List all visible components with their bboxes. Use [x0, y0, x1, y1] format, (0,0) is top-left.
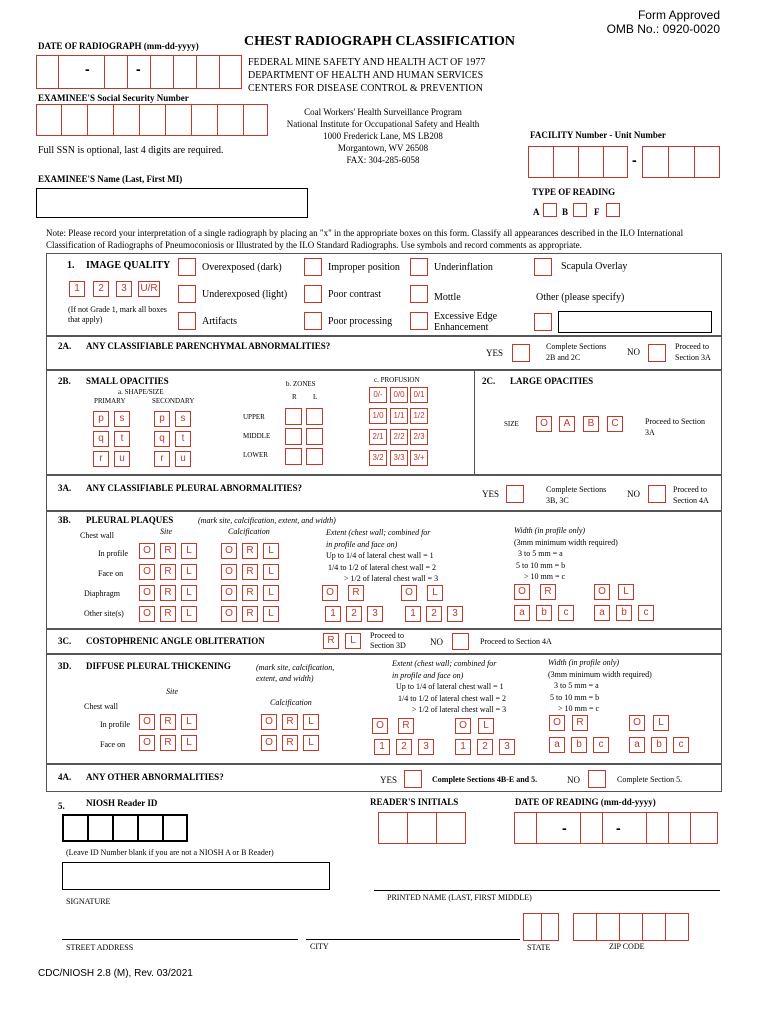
plaque-width-r-b[interactable]: b [536, 605, 552, 621]
thick-faceon-calc-o[interactable]: O [261, 735, 277, 751]
thickening-site-label: Site [166, 687, 178, 696]
section-5-num: 5. [58, 801, 65, 811]
section-4a-num: 4A. [58, 772, 72, 782]
size-a-box[interactable]: A [559, 416, 575, 432]
omb-number: OMB No.: 0920-0020 [606, 22, 720, 36]
instructions-note: Note: Please record your interpretation of a single radiograph by placing an "x" in the appropriate boxes on this form. Classify all appearances described in the ILO International Classification of Radiographs of Pneumoconiosis or Illustrated by the ILO Standard Radiographs. Use symbols and record comments as appropriate. [46, 228, 684, 250]
plaque-faceon-site-l[interactable]: L [181, 564, 197, 580]
date-of-radiograph-label: DATE OF RADIOGRAPH (mm-dd-yyyy) [38, 41, 199, 51]
plaque-profile-calc-l[interactable]: L [263, 543, 279, 559]
type-f-label: F [594, 207, 600, 217]
profusion-0-1[interactable]: 0/1 [410, 387, 428, 403]
thick-profile-site-o[interactable]: O [139, 714, 155, 730]
section-4a-complete-5: Complete Section 5. [617, 775, 683, 784]
plaque-profile-calc-o[interactable]: O [221, 543, 237, 559]
plaque-profile-site-o[interactable]: O [139, 543, 155, 559]
scapula-overlay-checkbox[interactable] [534, 258, 552, 276]
section-2a-no-checkbox[interactable] [648, 344, 666, 362]
diffuse-thickening-title: DIFFUSE PLEURAL THICKENING [86, 661, 231, 671]
city-label: CITY [310, 942, 329, 951]
section-3a [46, 475, 722, 511]
plaque-extent-o-right[interactable]: O [322, 585, 338, 601]
address-block: Coal Workers' Health Surveillance Program National Institute for Occupational Safety and Health 1000 Frederick Lane, MS LB208 Morgantown, WV 26508 FAX: 304-285-6058 [286, 107, 480, 165]
in-profile-label: In profile [98, 549, 128, 558]
thick-faceon-site-r[interactable]: R [160, 735, 176, 751]
primary-u-box[interactable]: u [114, 451, 130, 467]
secondary-t-box[interactable]: t [175, 431, 191, 447]
zone-lower-r-checkbox[interactable] [285, 448, 302, 465]
thick-width-r-b[interactable]: b [571, 737, 587, 753]
zip-code-label: ZIP CODE [609, 942, 645, 951]
plaque-extent-l-3[interactable]: 3 [447, 606, 463, 622]
artifacts-label: Artifacts [202, 316, 237, 327]
plaque-width-l[interactable]: L [618, 584, 634, 600]
other-checkbox[interactable] [534, 313, 552, 331]
site-label: Site [160, 527, 172, 536]
type-of-reading-label: TYPE OF READING [532, 187, 616, 197]
thick-extent-l-1[interactable]: 1 [455, 739, 471, 755]
zone-middle-label: MIDDLE [243, 432, 271, 440]
signature-label: SIGNATURE [66, 897, 111, 906]
profusion-1-1[interactable]: 1/1 [390, 408, 408, 424]
thick-profile-calc-r[interactable]: R [282, 714, 298, 730]
edge-enhancement-label: Excessive Edge Enhancement [434, 311, 498, 333]
reader-initials-label: READER'S INITIALS [370, 797, 459, 807]
facility-label: FACILITY Number - Unit Number [530, 130, 666, 140]
ssn-note: Full SSN is optional, last 4 digits are required. [38, 145, 224, 156]
zone-l-label: L [313, 393, 318, 401]
thick-width-r-c[interactable]: c [593, 737, 609, 753]
poor-processing-label: Poor processing [328, 316, 393, 327]
section-2a-title: ANY CLASSIFIABLE PARENCHYMAL ABNORMALITIES? [86, 341, 331, 351]
thick-extent-l-3[interactable]: 3 [499, 739, 515, 755]
plaque-other-site-o[interactable]: O [139, 606, 155, 622]
primary-r-box[interactable]: r [93, 451, 109, 467]
underexposed-label: Underexposed (light) [202, 289, 288, 300]
thick-extent-l-2[interactable]: 2 [477, 739, 493, 755]
section-2a-num: 2A. [58, 341, 72, 351]
plaque-faceon-calc-o[interactable]: O [221, 564, 237, 580]
reader-initials-field[interactable] [378, 812, 466, 844]
primary-label: PRIMARY [94, 397, 126, 405]
section-3a-yes-label: YES [482, 489, 500, 499]
plaque-width-r[interactable]: R [540, 584, 556, 600]
plaque-faceon-site-r[interactable]: R [160, 564, 176, 580]
type-a-checkbox[interactable] [543, 203, 557, 217]
grade-note: (If not Grade 1, mark all boxes that apply) [68, 305, 167, 324]
plaque-extent-l-2[interactable]: 2 [426, 606, 442, 622]
thick-extent-r-3[interactable]: 3 [418, 739, 434, 755]
thickening-chest-wall-label: Chest wall [84, 702, 118, 711]
zone-middle-r-checkbox[interactable] [285, 428, 302, 445]
other-specify-input[interactable] [558, 311, 712, 333]
section-4a-complete: Complete Sections 4B-E and 5. [432, 775, 538, 784]
secondary-p-box[interactable]: p [154, 411, 170, 427]
examinee-name-label: EXAMINEE'S Name (Last, First MI) [38, 174, 183, 184]
ssn-field[interactable] [36, 104, 268, 136]
thick-extent-r[interactable]: R [398, 718, 414, 734]
zone-lower-label: LOWER [243, 451, 268, 459]
section-2a-yes-label: YES [486, 348, 504, 358]
section-3c-no-checkbox[interactable] [452, 633, 469, 650]
edge-enhancement-checkbox[interactable] [410, 312, 428, 330]
plaque-profile-site-l[interactable]: L [181, 543, 197, 559]
plaque-extent-legend: Extent (chest wall; combined for in profile and face on) Up to 1/4 of lateral chest wall = 1 1/4 to 1/2 of lateral chest wall = 2 > 1/2 of lateral chest wall = 3 [326, 528, 439, 583]
grade-2-box[interactable]: 2 [93, 281, 109, 297]
plaque-width-l-c[interactable]: c [638, 605, 654, 621]
plaque-diaphragm-calc-r[interactable]: R [242, 585, 258, 601]
section-3d-num: 3D. [58, 661, 72, 671]
section-3a-num: 3A. [58, 483, 72, 493]
section-4a-yes-checkbox[interactable] [404, 770, 422, 788]
size-b-box[interactable]: B [583, 416, 599, 432]
pleural-plaques-title: PLEURAL PLAQUES [86, 515, 174, 525]
artifacts-checkbox[interactable] [178, 312, 196, 330]
type-a-label: A [533, 207, 540, 217]
plaque-diaphragm-calc-l[interactable]: L [263, 585, 279, 601]
small-opacities-title: SMALL OPACITIES [86, 376, 169, 386]
profusion-1-0[interactable]: 1/0 [369, 408, 387, 424]
section-2a-complete: Complete Sections 2B and 2C [546, 342, 607, 362]
improper-position-label: Improper position [328, 262, 400, 273]
plaque-faceon-calc-r[interactable]: R [242, 564, 258, 580]
costophrenic-title: COSTOPHRENIC ANGLE OBLITERATION [86, 636, 265, 646]
thick-extent-r-2[interactable]: 2 [396, 739, 412, 755]
profusion-2-1[interactable]: 2/1 [369, 429, 387, 445]
zones-label: b. ZONES [286, 380, 316, 388]
secondary-r-box[interactable]: r [154, 451, 170, 467]
thick-width-l-a[interactable]: a [629, 737, 645, 753]
thick-width-l-b[interactable]: b [651, 737, 667, 753]
face-on-label: Face on [98, 569, 124, 578]
profusion-0-minus[interactable]: 0/- [369, 387, 387, 403]
plaque-extent-o-left[interactable]: O [401, 585, 417, 601]
plaque-extent-l[interactable]: L [427, 585, 443, 601]
grade-1-box[interactable]: 1 [69, 281, 85, 297]
section-2b-num: 2B. [58, 376, 71, 386]
primary-p-box[interactable]: p [93, 411, 109, 427]
section-3c-num: 3C. [58, 636, 72, 646]
thick-profile-site-l[interactable]: L [181, 714, 197, 730]
thick-extent-r-1[interactable]: 1 [374, 739, 390, 755]
section-2c-proceed: Proceed to Section 3A [645, 417, 705, 437]
plaque-faceon-site-o[interactable]: O [139, 564, 155, 580]
section-2c-num: 2C. [482, 376, 496, 386]
plaque-diaphragm-site-r[interactable]: R [160, 585, 176, 601]
section-3a-complete: Complete Sections 3B, 3C [546, 485, 607, 505]
section-4a-no-checkbox[interactable] [588, 770, 606, 788]
zone-lower-l-checkbox[interactable] [306, 448, 323, 465]
profusion-0-0[interactable]: 0/0 [390, 387, 408, 403]
grade-3-box[interactable]: 3 [116, 281, 132, 297]
thick-width-l[interactable]: L [653, 715, 669, 731]
zone-middle-l-checkbox[interactable] [306, 428, 323, 445]
type-f-checkbox[interactable] [606, 203, 620, 217]
chest-wall-label: Chest wall [80, 531, 114, 540]
thick-width-r-a[interactable]: a [549, 737, 565, 753]
thick-profile-calc-o[interactable]: O [261, 714, 277, 730]
signature-field[interactable] [62, 862, 330, 890]
section-3b-num: 3B. [58, 515, 71, 525]
plaque-extent-r-2[interactable]: 2 [346, 606, 362, 622]
thickening-face-on-label: Face on [100, 740, 126, 749]
poor-contrast-label: Poor contrast [328, 289, 382, 300]
profusion-3-plus[interactable]: 3/+ [410, 450, 428, 466]
section-2a-no-label: NO [627, 347, 640, 357]
thickening-calc-label: Calcification [270, 698, 312, 707]
primary-s-box[interactable]: s [114, 411, 130, 427]
image-quality-title: IMAGE QUALITY [86, 260, 171, 271]
profusion-label: c. PROFUSION [374, 376, 420, 384]
plaque-extent-r[interactable]: R [348, 585, 364, 601]
form-approved-label: Form Approved [637, 8, 720, 22]
plaque-faceon-calc-l[interactable]: L [263, 564, 279, 580]
zone-r-label: R [292, 393, 297, 401]
leave-blank-note: (Leave ID Number blank if you are not a NIOSH A or B Reader) [66, 848, 274, 857]
plaque-width-legend: Width (in profile only) (3mm minimum width required) 3 to 5 mm = a 5 to 10 mm = b > 10 mm = c [514, 526, 618, 581]
section-3a-yes-checkbox[interactable] [506, 485, 524, 503]
thick-faceon-site-l[interactable]: L [181, 735, 197, 751]
zip-code-field[interactable] [573, 913, 689, 941]
section-2a-yes-checkbox[interactable] [512, 344, 530, 362]
other-specify-label: Other (please specify) [536, 292, 625, 303]
costophrenic-l-box[interactable]: L [345, 633, 361, 649]
plaque-other-site-l[interactable]: L [181, 606, 197, 622]
type-b-checkbox[interactable] [573, 203, 587, 217]
grade-ur-box[interactable]: U/R [138, 281, 160, 297]
thick-width-r[interactable]: R [572, 715, 588, 731]
plaque-other-calc-r[interactable]: R [242, 606, 258, 622]
profusion-3-3[interactable]: 3/3 [390, 450, 408, 466]
type-b-label: B [562, 207, 569, 217]
section-3a-title: ANY CLASSIFIABLE PLEURAL ABNORMALITIES? [86, 483, 302, 493]
printed-name-label: PRINTED NAME (LAST, FIRST MIDDLE) [387, 893, 532, 902]
other-sites-label: Other site(s) [84, 609, 124, 618]
scapula-overlay-label: Scapula Overlay [561, 261, 628, 272]
thickening-in-profile-label: In profile [100, 720, 130, 729]
profusion-2-2[interactable]: 2/2 [390, 429, 408, 445]
secondary-s-box[interactable]: s [175, 411, 191, 427]
plaque-extent-r-1[interactable]: 1 [325, 606, 341, 622]
diaphragm-label: Diaphragm [84, 589, 120, 598]
overexposed-label: Overexposed (dark) [202, 262, 282, 273]
plaque-other-calc-l[interactable]: L [263, 606, 279, 622]
plaque-diaphragm-calc-o[interactable]: O [221, 585, 237, 601]
mottle-checkbox[interactable] [410, 285, 428, 303]
state-label: STATE [527, 943, 551, 952]
mottle-label: Mottle [434, 292, 461, 303]
thick-extent-l[interactable]: L [478, 718, 494, 734]
zone-upper-r-checkbox[interactable] [285, 408, 302, 425]
improper-position-checkbox[interactable] [304, 258, 322, 276]
zone-upper-label: UPPER [243, 413, 265, 421]
plaque-width-l-a[interactable]: a [594, 605, 610, 621]
plaque-width-l-b[interactable]: b [616, 605, 632, 621]
page-title: CHEST RADIOGRAPH CLASSIFICATION [244, 34, 515, 49]
underexposed-checkbox[interactable] [178, 285, 196, 303]
large-opacities-title: LARGE OPACITIES [510, 376, 594, 386]
section-3a-no-checkbox[interactable] [648, 485, 666, 503]
size-o-box[interactable]: O [536, 416, 552, 432]
thickening-extent-legend: Extent (chest wall; combined for in profile and face on) Up to 1/4 of lateral chest wall = 1 1/4 to 1/2 of lateral chest wall = 2 > 1/2 of lateral chest wall = 3 [392, 659, 507, 714]
profusion-2-3[interactable]: 2/3 [410, 429, 428, 445]
plaque-other-site-r[interactable]: R [160, 606, 176, 622]
thick-extent-o-right[interactable]: O [372, 718, 388, 734]
plaque-diaphragm-site-l[interactable]: L [181, 585, 197, 601]
thick-width-o-right[interactable]: O [549, 715, 565, 731]
section-3c-proceed-3d: Proceed to Section 3D [370, 631, 406, 650]
section-3a-proceed: Proceed to Section 4A [673, 485, 709, 505]
thick-faceon-site-o[interactable]: O [139, 735, 155, 751]
profusion-3-2[interactable]: 3/2 [369, 450, 387, 466]
plaque-width-o-right[interactable]: O [514, 584, 530, 600]
plaque-profile-calc-r[interactable]: R [242, 543, 258, 559]
thick-faceon-calc-r[interactable]: R [282, 735, 298, 751]
profusion-1-2[interactable]: 1/2 [410, 408, 428, 424]
street-address-label: STREET ADDRESS [66, 943, 134, 952]
reader-id-field[interactable] [62, 814, 188, 842]
plaque-extent-l-1[interactable]: 1 [405, 606, 421, 622]
plaque-other-calc-o[interactable]: O [221, 606, 237, 622]
secondary-u-box[interactable]: u [175, 451, 191, 467]
thickening-width-legend: Width (in profile only) (3mm minimum width required) 3 to 5 mm = a 5 to 10 mm = b > 10 mm = c [548, 658, 652, 713]
plaque-width-r-a[interactable]: a [514, 605, 530, 621]
thick-extent-o-left[interactable]: O [455, 718, 471, 734]
plaque-profile-site-r[interactable]: R [160, 543, 176, 559]
agency-block: FEDERAL MINE SAFETY AND HEALTH ACT OF 1977 DEPARTMENT OF HEALTH AND HUMAN SERVICES CENTERS FOR DISEASE CONTROL & PREVENTION [248, 57, 486, 94]
size-c-box[interactable]: C [607, 416, 623, 432]
unit-number-field[interactable] [642, 146, 720, 178]
plaque-diaphragm-site-o[interactable]: O [139, 585, 155, 601]
ssn-label: EXAMINEE'S Social Security Number [38, 93, 189, 103]
section-3c-proceed-4a: Proceed to Section 4A [480, 637, 552, 646]
section-3a-no-label: NO [627, 489, 640, 499]
secondary-q-box[interactable]: q [154, 431, 170, 447]
thick-width-l-c[interactable]: c [673, 737, 689, 753]
section-4a-title: ANY OTHER ABNORMALITIES? [86, 772, 224, 782]
underinflation-label: Underinflation [434, 262, 493, 273]
calcification-label: Calcification [228, 527, 270, 536]
large-opacities-size-label: SIZE [504, 420, 519, 428]
costophrenic-r-box[interactable]: R [323, 633, 339, 649]
pleural-plaques-note: (mark site, calcification, extent, and width) [198, 516, 336, 525]
date-of-reading-label: DATE OF READING (mm-dd-yyyy) [515, 797, 656, 807]
plaque-extent-r-3[interactable]: 3 [367, 606, 383, 622]
zone-upper-l-checkbox[interactable] [306, 408, 323, 425]
section-1-num: 1. [67, 260, 75, 271]
underinflation-checkbox[interactable] [410, 258, 428, 276]
section-4a-no-label: NO [567, 775, 580, 785]
thick-faceon-calc-l[interactable]: L [303, 735, 319, 751]
primary-t-box[interactable]: t [114, 431, 130, 447]
section-4a-yes-label: YES [380, 775, 398, 785]
thick-width-o-left[interactable]: O [629, 715, 645, 731]
reader-id-label: NIOSH Reader ID [86, 798, 158, 808]
shape-size-label: a. SHAPE/SIZE [118, 388, 164, 396]
plaque-width-r-c[interactable]: c [558, 605, 574, 621]
section-2a-proceed: Proceed to Section 3A [675, 342, 711, 362]
form-footer: CDC/NIOSH 2.8 (M), Rev. 03/2021 [38, 968, 193, 979]
thick-profile-calc-l[interactable]: L [303, 714, 319, 730]
overexposed-checkbox[interactable] [178, 258, 196, 276]
poor-contrast-checkbox[interactable] [304, 285, 322, 303]
diffuse-thickening-note: (mark site, calcification, extent, and width) [256, 663, 335, 683]
plaque-width-o-left[interactable]: O [594, 584, 610, 600]
primary-q-box[interactable]: q [93, 431, 109, 447]
poor-processing-checkbox[interactable] [304, 312, 322, 330]
section-3c-no-label: NO [430, 637, 443, 647]
thick-profile-site-r[interactable]: R [160, 714, 176, 730]
examinee-name-field[interactable] [36, 188, 308, 218]
secondary-label: SECONDARY [152, 397, 195, 405]
